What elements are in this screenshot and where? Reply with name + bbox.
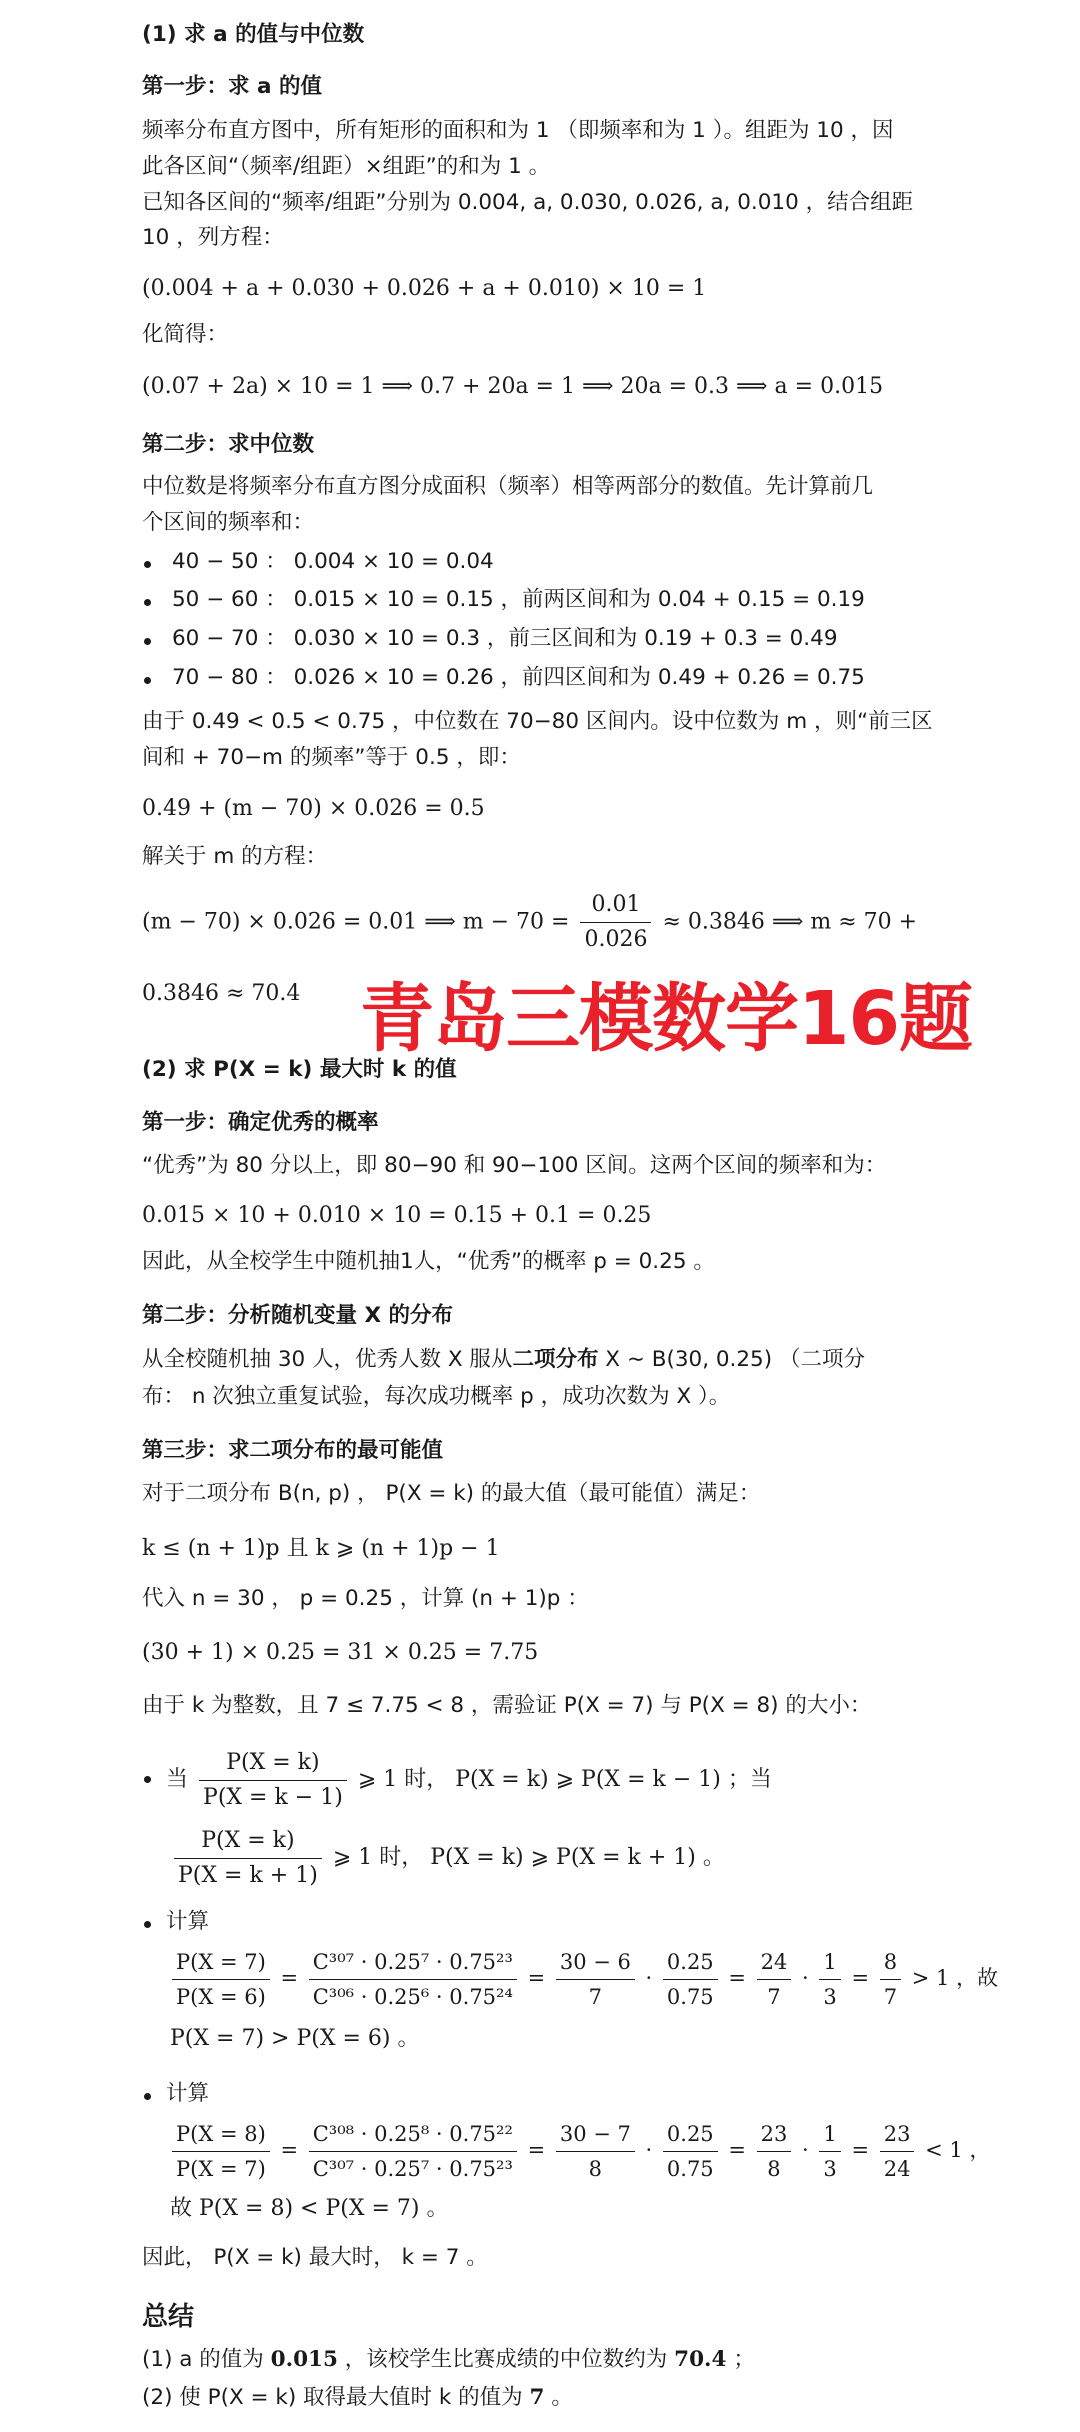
paragraph: 间和 + 70−m 的频率”等于 0.5 ，即： xyxy=(142,745,521,770)
fraction xyxy=(880,2119,915,2184)
numerator: C³⁰⁸ · 0.25⁸ · 0.75²² xyxy=(309,2119,517,2152)
fraction xyxy=(880,1947,901,2012)
bullet-icon xyxy=(144,1921,151,1928)
numerator: 0.01 xyxy=(580,890,651,923)
fraction xyxy=(172,2119,270,2184)
text-span: (2) 使 P(X = k) 取得最大值时 k 的值为 xyxy=(142,2385,530,2410)
equation: (30 + 1) × 0.25 = 31 × 0.25 = 7.75 xyxy=(142,1640,539,1665)
equation-part: (m − 70) × 0.026 = 0.01 ⟹ m − 70 = xyxy=(142,909,570,935)
text-span: < 1 ， xyxy=(925,2138,991,2162)
paragraph: 代入 n = 30 ， p = 0.25 ，计算 (n + 1)p ： xyxy=(142,1586,589,1611)
summary-line-1 xyxy=(142,2343,755,2377)
paragraph: 中位数是将频率分布直方图分成面积（频率）相等两部分的数值。先计算前几 xyxy=(142,474,874,499)
text-span: X ∼ B(30, 0.25) （二项分 xyxy=(598,1347,865,1372)
paragraph: 此各区间“（频率/组距）×组距”的和为 1 。 xyxy=(142,154,551,179)
numerator: 1 xyxy=(819,1947,840,1980)
paragraph: 解关于 m 的方程： xyxy=(142,844,328,869)
denominator: 0.75 xyxy=(666,2157,714,2181)
bold-term: 二项分布 xyxy=(512,1347,599,1372)
calc-label: 计算 xyxy=(166,2081,210,2106)
text-span: 从全校随机抽 30 人，优秀人数 X 服从 xyxy=(142,1347,513,1372)
denominator: 7 xyxy=(588,1985,603,2009)
text-span: 当 xyxy=(166,1767,189,1792)
ratio-condition xyxy=(166,1740,772,1820)
numerator: P(X = k) xyxy=(199,1748,347,1781)
fraction xyxy=(556,1947,635,2012)
list-item: 50 − 60 ： 0.015 × 10 = 0.15 ，前两区间和为 0.04 + 0.15 = 0.19 xyxy=(172,587,865,612)
part1-title: (1) 求 a 的值与中位数 xyxy=(142,22,365,47)
numerator: 23 xyxy=(757,2119,792,2152)
paragraph: 已知各区间的“频率/组距”分别为 0.004, a, 0.030, 0.026, a, 0.010 ，结合组距 xyxy=(142,190,914,215)
denominator: 24 xyxy=(883,2157,911,2181)
numerator: 30 − 6 xyxy=(556,1947,635,1980)
fraction xyxy=(819,2119,840,2184)
calc-ratio-7-6: $\frac{P(X = 7)}{P(X = 6)}$ = $\frac{\text{C³⁰⁷ · 0.25⁷ · 0.75²³}}{\text{C³⁰⁶ · 0.25⁶ · 0.75²⁴}}$ = $\frac{30 - 6}{7}$ · $\frac{0.25}{0.75}$ = $\frac{24}{7}$ · $\frac{1}{3}$ = $\frac{8}{7}$ > 1 ，故 xyxy=(168,1940,998,2016)
fraction xyxy=(309,1947,517,2012)
denominator: P(X = 7) xyxy=(176,2157,266,2181)
fraction xyxy=(757,1947,792,2012)
part2-step1-heading: 第一步：确定优秀的概率 xyxy=(142,1110,379,1135)
part1-step2-heading: 第二步：求中位数 xyxy=(142,432,315,457)
paragraph: 频率分布直方图中，所有矩形的面积和为 1 （即频率和为 1 ）。组距为 10 ，因 xyxy=(142,118,894,143)
denominator: P(X = k − 1) xyxy=(203,1784,343,1810)
text-span: ⩾ 1 时， P(X = k) ⩾ P(X = k − 1) ；当 xyxy=(357,1767,772,1792)
denominator: P(X = 6) xyxy=(176,1985,266,2009)
numerator: 8 xyxy=(880,1947,901,1980)
numerator: 24 xyxy=(757,1947,792,1980)
paragraph: 对于二项分布 B(n, p) ， P(X = k) 的最大值（最可能值）满足： xyxy=(142,1481,761,1506)
paragraph: 由于 0.49 < 0.5 < 0.75 ，中位数在 70−80 区间内。设中位数为 m ，则“前三区 xyxy=(142,709,933,734)
bullet-icon xyxy=(144,2093,151,2100)
bullet-icon xyxy=(144,599,151,606)
inequality: k ≤ (n + 1)p 且 k ⩾ (n + 1)p − 1 xyxy=(142,1536,500,1561)
bullet-icon xyxy=(144,561,151,568)
paragraph xyxy=(142,1343,865,1377)
text-span: ，该校学生比赛成绩的中位数约为 xyxy=(337,2347,675,2372)
list-item: 40 − 50 ： 0.004 × 10 = 0.04 xyxy=(172,549,494,574)
numerator: P(X = 8) xyxy=(172,2119,270,2152)
calc-label: 计算 xyxy=(166,1909,210,1934)
denominator: 0.026 xyxy=(584,927,648,952)
summary-title: 总结 xyxy=(142,2302,195,2332)
denominator: 7 xyxy=(767,1985,781,2009)
bullet-icon xyxy=(144,677,151,684)
paragraph: 由于 k 为整数，且 7 ≤ 7.75 < 8 ，需验证 P(X = 7) 与 P(X = 8) 的大小： xyxy=(142,1693,872,1718)
equation: 0.015 × 10 + 0.010 × 10 = 0.15 + 0.1 = 0.25 xyxy=(142,1203,652,1228)
equation: (0.07 + 2a) × 10 = 1 ⟹ 0.7 + 20a = 1 ⟹ 20a = 0.3 ⟹ a = 0.015 xyxy=(142,374,884,399)
paragraph: “优秀”为 80 分以上，即 80−90 和 90−100 区间。这两个区间的频率和为： xyxy=(142,1153,887,1178)
denominator: 0.75 xyxy=(666,1985,714,2009)
numerator: P(X = 7) xyxy=(172,1947,270,1980)
fraction xyxy=(199,1748,347,1813)
equation: (0.004 + a + 0.030 + 0.026 + a + 0.010) × 10 = 1 xyxy=(142,276,707,301)
denominator: 8 xyxy=(588,2157,603,2181)
list-item: 60 − 70 ： 0.030 × 10 = 0.3 ，前三区间和为 0.19 + 0.3 = 0.49 xyxy=(172,626,838,651)
denominator: 7 xyxy=(883,1985,898,2009)
paragraph: 布： n 次独立重复试验，每次成功概率 p ，成功次数为 X ）。 xyxy=(142,1384,731,1409)
bullet-icon xyxy=(144,638,151,645)
bold-value: 7 xyxy=(529,2385,545,2410)
numerator: 0.25 xyxy=(663,1947,718,1980)
fraction xyxy=(663,2119,718,2184)
numerator: P(X = k) xyxy=(174,1826,322,1859)
text-span: (1) a 的值为 xyxy=(142,2347,271,2372)
equation-median xyxy=(142,890,917,955)
paragraph: 因此，从全校学生中随机抽1人，“优秀”的概率 p = 0.25 。 xyxy=(142,1249,715,1274)
calc-result: 故 P(X = 8) < P(X = 7) 。 xyxy=(170,2196,449,2221)
conclusion: 因此， P(X = k) 最大时， k = 7 。 xyxy=(142,2245,488,2270)
part2-step3-heading: 第三步：求二项分布的最可能值 xyxy=(142,1438,444,1463)
part1-step1-heading: 第一步：求 a 的值 xyxy=(142,74,322,99)
calc-result: P(X = 7) > P(X = 6) 。 xyxy=(170,2026,420,2051)
part2-step2-heading: 第二步：分析随机变量 X 的分布 xyxy=(142,1303,454,1328)
text-span: 。 xyxy=(544,2385,573,2410)
numerator: 30 − 7 xyxy=(556,2119,635,2152)
paragraph: 个区间的频率和： xyxy=(142,510,315,535)
part2-title: (2) 求 P(X = k) 最大时 k 的值 xyxy=(142,1057,457,1082)
bullet-icon xyxy=(144,1776,151,1783)
fraction xyxy=(819,1947,840,2012)
text-span: > 1 ，故 xyxy=(911,1966,999,1990)
denominator: 3 xyxy=(823,1985,837,2009)
text-span: ⩾ 1 时， P(X = k) ⩾ P(X = k + 1) 。 xyxy=(332,1845,725,1870)
list-item: 70 − 80 ： 0.026 × 10 = 0.26 ，前四区间和为 0.49 + 0.26 = 0.75 xyxy=(172,665,865,690)
fraction xyxy=(580,890,651,955)
fraction xyxy=(663,1947,718,2012)
denominator: 8 xyxy=(767,2157,781,2181)
watermark-title: 青岛三模数学16题 xyxy=(360,976,972,1062)
denominator: 3 xyxy=(823,2157,837,2181)
calc-ratio-8-7: $\frac{P(X = 8)}{P(X = 7)}$ = $\frac{\text{C³⁰⁸ · 0.25⁸ · 0.75²²}}{\text{C³⁰⁷ · 0.25⁷ · 0.75²³}}$ = $\frac{30 - 7}{8}$ · $\frac{0.25}{0.75}$ = $\frac{23}{8}$ · $\frac{1}{3}$ = $\frac{23}{24}$ < 1 ， xyxy=(168,2112,990,2188)
fraction xyxy=(309,2119,517,2184)
numerator: C³⁰⁷ · 0.25⁷ · 0.75²³ xyxy=(309,1947,517,1980)
fraction xyxy=(757,2119,792,2184)
fraction xyxy=(172,1947,270,2012)
text-span: ； xyxy=(726,2347,755,2372)
numerator: 23 xyxy=(880,2119,915,2152)
fraction xyxy=(556,2119,635,2184)
equation-part: ≈ 0.3846 ⟹ m ≈ 70 + xyxy=(662,909,918,935)
bold-value: 70.4 xyxy=(674,2347,727,2372)
paragraph: 10 ，列方程： xyxy=(142,225,284,250)
denominator: C³⁰⁷ · 0.25⁷ · 0.75²³ xyxy=(312,2157,513,2181)
paragraph: 化简得： xyxy=(142,322,229,347)
numerator: 0.25 xyxy=(663,2119,718,2152)
numerator: 1 xyxy=(819,2119,840,2152)
summary-line-2 xyxy=(142,2381,573,2415)
equation: 0.3846 ≈ 70.4 xyxy=(142,981,301,1006)
denominator: P(X = k + 1) xyxy=(178,1862,318,1888)
equation: 0.49 + (m − 70) × 0.026 = 0.5 xyxy=(142,796,485,821)
ratio-condition xyxy=(170,1818,725,1898)
denominator: C³⁰⁶ · 0.25⁶ · 0.75²⁴ xyxy=(312,1985,513,2009)
bold-value: 0.015 xyxy=(270,2347,338,2372)
fraction xyxy=(174,1826,322,1891)
